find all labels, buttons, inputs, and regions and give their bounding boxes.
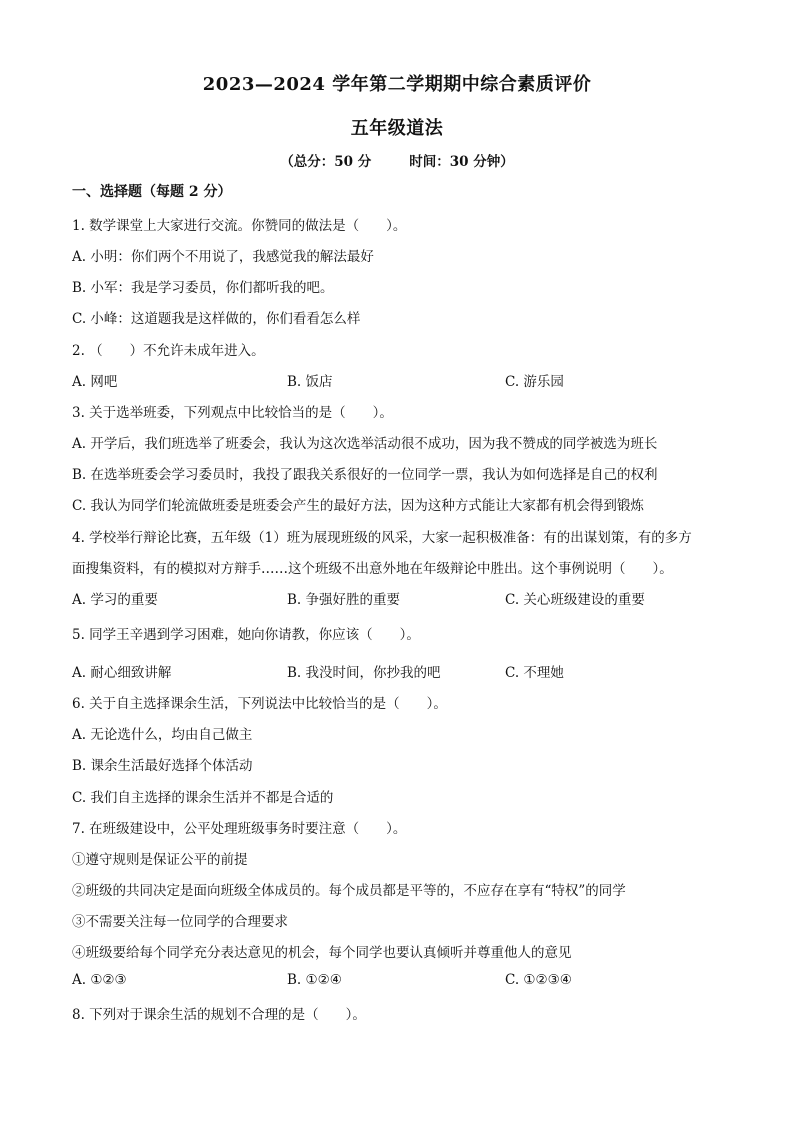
question-1-stem: 1. 数学课堂上大家进行交流。你赞同的做法是（ ）。 xyxy=(72,218,407,234)
question-4-option-b: B. 争强好胜的重要 xyxy=(287,592,401,608)
question-1-option-c: C. 小峰：这道题我是这样做的，你们看看怎么样 xyxy=(72,311,361,327)
question-7-statement-4: ④班级要给每个同学充分表达意见的机会，每个同学也要认真倾听并尊重他人的意见 xyxy=(72,945,572,961)
question-1-option-b: B. 小军：我是学习委员，你们都听我的吧。 xyxy=(72,280,334,296)
score-time-line xyxy=(0,150,794,170)
question-4-stem-line-2: 面搜集资料，有的模拟对方辩手……这个班级不出意外地在年级辩论中胜出。这个事例说明（ ）。 xyxy=(72,561,673,577)
question-3-option-b: B. 在选举班委会学习委员时，我投了跟我关系很好的一位同学一票，我认为如何选择是自己的权利 xyxy=(72,467,658,483)
section-heading: 一、选择题（每题 2 分） xyxy=(72,184,232,200)
question-5-option-b: B. 我没时间，你抄我的吧 xyxy=(287,665,441,681)
question-7-option-c: C. ①②③④ xyxy=(505,972,572,988)
question-2-option-c: C. 游乐园 xyxy=(505,374,564,390)
total-score: （总分：50 分 xyxy=(280,154,372,170)
question-5-stem: 5. 同学王辛遇到学习困难，她向你请教，你应该（ ）。 xyxy=(72,627,420,643)
question-8-stem: 8. 下列对于课余生活的规划不合理的是（ ）。 xyxy=(72,1007,366,1023)
question-4-option-a: A. 学习的重要 xyxy=(72,592,158,608)
question-7-option-a: A. ①②③ xyxy=(72,972,127,988)
question-6-option-c: C. 我们自主选择的课余生活并不都是合适的 xyxy=(72,790,334,806)
question-4-option-c: C. 关心班级建设的重要 xyxy=(505,592,645,608)
question-3-option-a: A. 开学后，我们班选举了班委会，我认为这次选举活动很不成功，因为我不赞成的同学被选为班长 xyxy=(72,436,658,452)
question-6-option-b: B. 课余生活最好选择个体活动 xyxy=(72,758,253,774)
question-7-statement-1: ①遵守规则是保证公平的前提 xyxy=(72,852,248,868)
question-6-option-a: A. 无论选什么，均由自己做主 xyxy=(72,727,253,743)
question-3-option-c: C. 我认为同学们轮流做班委是班委会产生的最好方法，因为这种方式能让大家都有机会得到锻炼 xyxy=(72,498,644,514)
question-6-stem: 6. 关于自主选择课余生活，下列说法中比较恰当的是（ ）。 xyxy=(72,696,447,712)
question-7-option-b: B. ①②④ xyxy=(287,972,342,988)
question-2-stem: 2. （ ）不允许未成年进入。 xyxy=(72,343,265,359)
question-7-stem: 7. 在班级建设中，公平处理班级事务时要注意（ ）。 xyxy=(72,821,407,837)
question-7-statement-2: ②班级的共同决定是面向班级全体成员的。每个成员都是平等的，不应存在享有“特权”的同学 xyxy=(72,883,626,899)
question-5-option-a: A. 耐心细致讲解 xyxy=(72,665,172,681)
question-1-option-a: A. 小明：你们两个不用说了，我感觉我的解法最好 xyxy=(72,249,374,265)
question-7-statement-3: ③不需要关注每一位同学的合理要求 xyxy=(72,914,288,930)
question-2-option-a: A. 网吧 xyxy=(72,374,118,390)
question-5-option-c: C. 不理她 xyxy=(505,665,564,681)
question-4-stem-line-1: 4. 学校举行辩论比赛，五年级（1）班为展现班级的风采，大家一起积极准备：有的出谋划策，有的多方 xyxy=(72,530,692,546)
question-2-option-b: B. 饭店 xyxy=(287,374,333,390)
exam-time: 时间：30 分钟） xyxy=(409,154,514,170)
question-3-stem: 3. 关于选举班委，下列观点中比较恰当的是（ ）。 xyxy=(72,405,393,421)
exam-subtitle: 五年级道法 xyxy=(350,118,444,139)
exam-title: 2023—2024 学年第二学期期中综合素质评价 xyxy=(202,74,592,95)
